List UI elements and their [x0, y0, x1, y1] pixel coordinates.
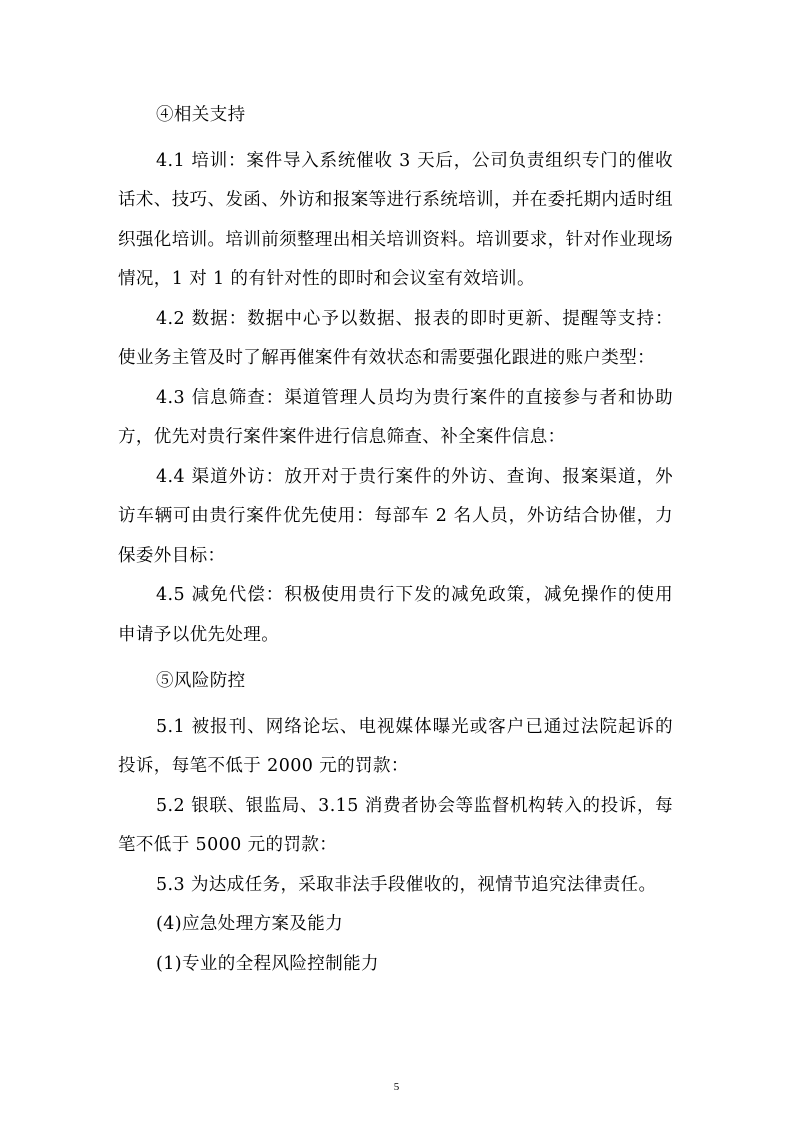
- subheading-risk-control: (1)专业的全程风险控制能力: [156, 953, 379, 974]
- paragraph-reduction: 4.5 减免代偿：积极使用贵行下发的减免政策，减免操作的使用申请予以优先处理。: [118, 585, 673, 645]
- section-heading-support: ④相关支持: [156, 105, 246, 125]
- paragraph-channel-visit: 4.4 渠道外访：放开对于贵行案件的外访、查询、报案渠道，外访车辆可由贵行案件优先使用：每部车 2 名人员，外访结合协催，力保委外目标：: [118, 466, 673, 566]
- paragraph-risk-5-3: 5.3 为达成任务，采取非法手段催收的，视情节追究法律责任。: [156, 874, 657, 895]
- section-heading-emergency: (4)应急处理方案及能力: [156, 914, 344, 934]
- paragraph-risk-5-2: 5.2 银联、银监局、3.15 消费者协会等监督机构转入的投诉，每笔不低于 5000 元的罚款：: [118, 795, 673, 855]
- section-heading-risk: ⑤风险防控: [156, 671, 246, 691]
- paragraph-risk-5-1: 5.1 被报刊、网络论坛、电视媒体曝光或客户已通过法院起诉的投诉，每笔不低于 2000 元的罚款：: [118, 716, 673, 776]
- page-number: 5: [393, 1081, 400, 1093]
- paragraph-info-screening: 4.3 信息筛查：渠道管理人员均为贵行案件的直接参与者和协助方，优先对贵行案件案件进行信息筛查、补全案件信息：: [118, 387, 673, 447]
- paragraph-training: 4.1 培训：案件导入系统催收 3 天后，公司负责组织专门的催收话术、技巧、发函、外访和报案等进行系统培训，并在委托期内适时组织强化培训。培训前须整理出相关培训资料。培训要求，针对作业现场情况，1 对 1 的有针对性的即时和会议室有效培训。: [118, 150, 673, 289]
- paragraph-data: 4.2 数据：数据中心予以数据、报表的即时更新、提醒等支持：使业务主管及时了解再催案件有效状态和需要强化跟进的账户类型：: [118, 308, 673, 368]
- document-body: [118, 96, 673, 984]
